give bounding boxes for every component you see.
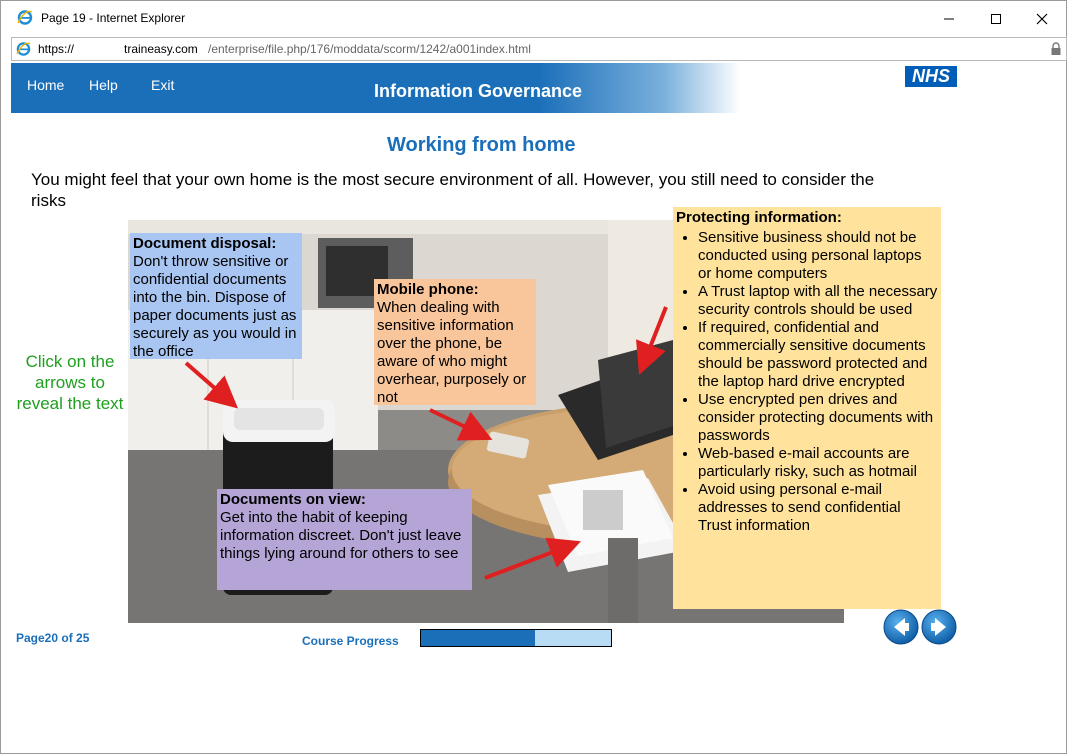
course-header xyxy=(11,63,971,113)
intro-text: You might feel that your own home is the most secure environment of all. However, you still need to consider the risks xyxy=(31,170,875,210)
arrow-to-papers xyxy=(485,547,566,578)
right-arrow-icon xyxy=(921,609,957,645)
internet-explorer-icon xyxy=(16,41,31,56)
arrow-to-bin xyxy=(186,363,226,398)
nhs-logo: NHS xyxy=(905,66,957,87)
course-content xyxy=(11,63,1061,749)
title-bar xyxy=(1,1,1066,35)
progress-label: Course Progress xyxy=(302,634,399,648)
maximize-icon xyxy=(990,13,1002,25)
progress-fill xyxy=(421,630,535,646)
callout-protecting-information xyxy=(673,207,941,609)
list-item: • If required, confidential and commercially sensitive documents should be password protected and the laptop hard drive encrypted xyxy=(698,319,938,391)
arrow-to-phone xyxy=(430,410,478,433)
minimize-icon xyxy=(943,13,955,25)
lock-icon[interactable] xyxy=(1050,42,1062,56)
window-title: Page 19 - Internet Explorer xyxy=(41,11,186,25)
url-host: traineasy.com xyxy=(124,42,198,56)
arrow-to-laptop xyxy=(645,307,666,360)
left-arrow-icon xyxy=(883,609,919,645)
list-item: • A Trust laptop with all the necessary security controls should be used xyxy=(698,283,938,319)
callout-title: Mobile phone: xyxy=(377,281,479,298)
back-button[interactable] xyxy=(883,609,919,645)
internet-explorer-icon xyxy=(17,9,33,25)
callout-text: When dealing with sensitive information over the phone, be aware of who might overhear, purposely or not xyxy=(377,299,527,406)
next-button[interactable] xyxy=(921,609,957,645)
list-item: • Sensitive business should not be conducted using personal laptops or home computers xyxy=(698,229,938,283)
callout-title: Protecting information: xyxy=(676,209,842,226)
page-title: Working from home xyxy=(387,134,576,156)
close-button[interactable] xyxy=(1019,5,1065,33)
callout-mobile-phone xyxy=(374,279,536,405)
callout-text: Get into the habit of keeping information discreet. Don't just leave things lying around for others to see xyxy=(220,509,462,562)
list-item: • Use encrypted pen drives and consider protecting documents with passwords xyxy=(698,391,938,445)
course-title: Information Governance xyxy=(374,81,583,101)
maximize-button[interactable] xyxy=(973,5,1019,33)
callout-title: Documents on view: xyxy=(220,491,366,508)
course-progress-bar xyxy=(420,629,612,647)
callout-title: Document disposal: xyxy=(133,235,277,252)
instruction-text: Click on the arrows to reveal the text xyxy=(16,352,124,413)
address-bar[interactable] xyxy=(11,37,1067,61)
nav-exit[interactable]: Exit xyxy=(151,77,175,93)
callout-documents-on-view xyxy=(217,489,472,590)
url-path: /enterprise/file.php/176/moddata/scorm/1242/a001index.html xyxy=(208,42,531,56)
callout-text: Don't throw sensitive or confidential documents into the bin. Dispose of paper documents just as securely as you would in the office xyxy=(133,253,297,360)
list-item: • Web-based e-mail accounts are particularly risky, such as hotmail xyxy=(698,445,938,481)
nav-help[interactable]: Help xyxy=(89,77,118,93)
list-item: • Avoid using personal e-mail addresses to send confidential Trust information xyxy=(698,481,938,535)
page-counter: Page20 of 25 xyxy=(16,631,90,645)
url-scheme: https:// xyxy=(38,42,75,56)
protect-list xyxy=(676,229,938,535)
nav-home[interactable]: Home xyxy=(27,77,65,93)
close-icon xyxy=(1036,13,1048,25)
callout-document-disposal xyxy=(130,233,302,359)
minimize-button[interactable] xyxy=(926,5,972,33)
